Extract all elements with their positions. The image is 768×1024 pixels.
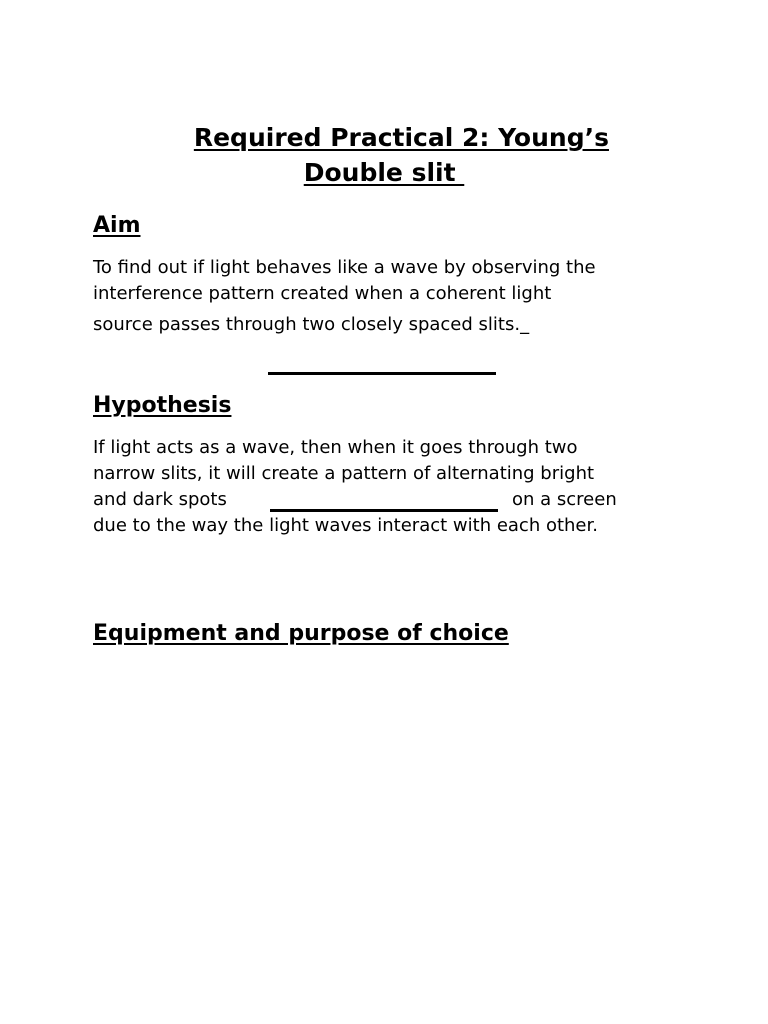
hypothesis-answer-blank-line [270, 509, 498, 512]
hypothesis-text-line-3-end: on a screen [512, 489, 617, 510]
aim-heading: Aim [93, 213, 141, 238]
aim-text-line-1: To find out if light behaves like a wave by observing the [93, 257, 596, 278]
hypothesis-text-line-2: narrow slits, it will create a pattern of alternating bright [93, 463, 595, 484]
hypothesis-text-line-4: due to the way the light waves interact with each other. [93, 515, 598, 536]
hypothesis-text-line-3-start: and dark spots [93, 489, 227, 510]
hypothesis-heading: Hypothesis [93, 393, 232, 418]
equipment-heading: Equipment and purpose of choice [93, 621, 509, 646]
aim-text-line-2: interference pattern created when a coherent light [93, 283, 552, 304]
title-line-1: Required Practical 2: Young’s [193, 123, 609, 152]
title-line-2: Double slit [303, 158, 465, 187]
aim-text-line-3: source passes through two closely spaced slits._ [93, 314, 530, 335]
page-title [0, 85, 768, 225]
hypothesis-text-line-1: If light acts as a wave, then when it goes through two [93, 437, 578, 458]
aim-answer-blank-line [268, 372, 496, 375]
